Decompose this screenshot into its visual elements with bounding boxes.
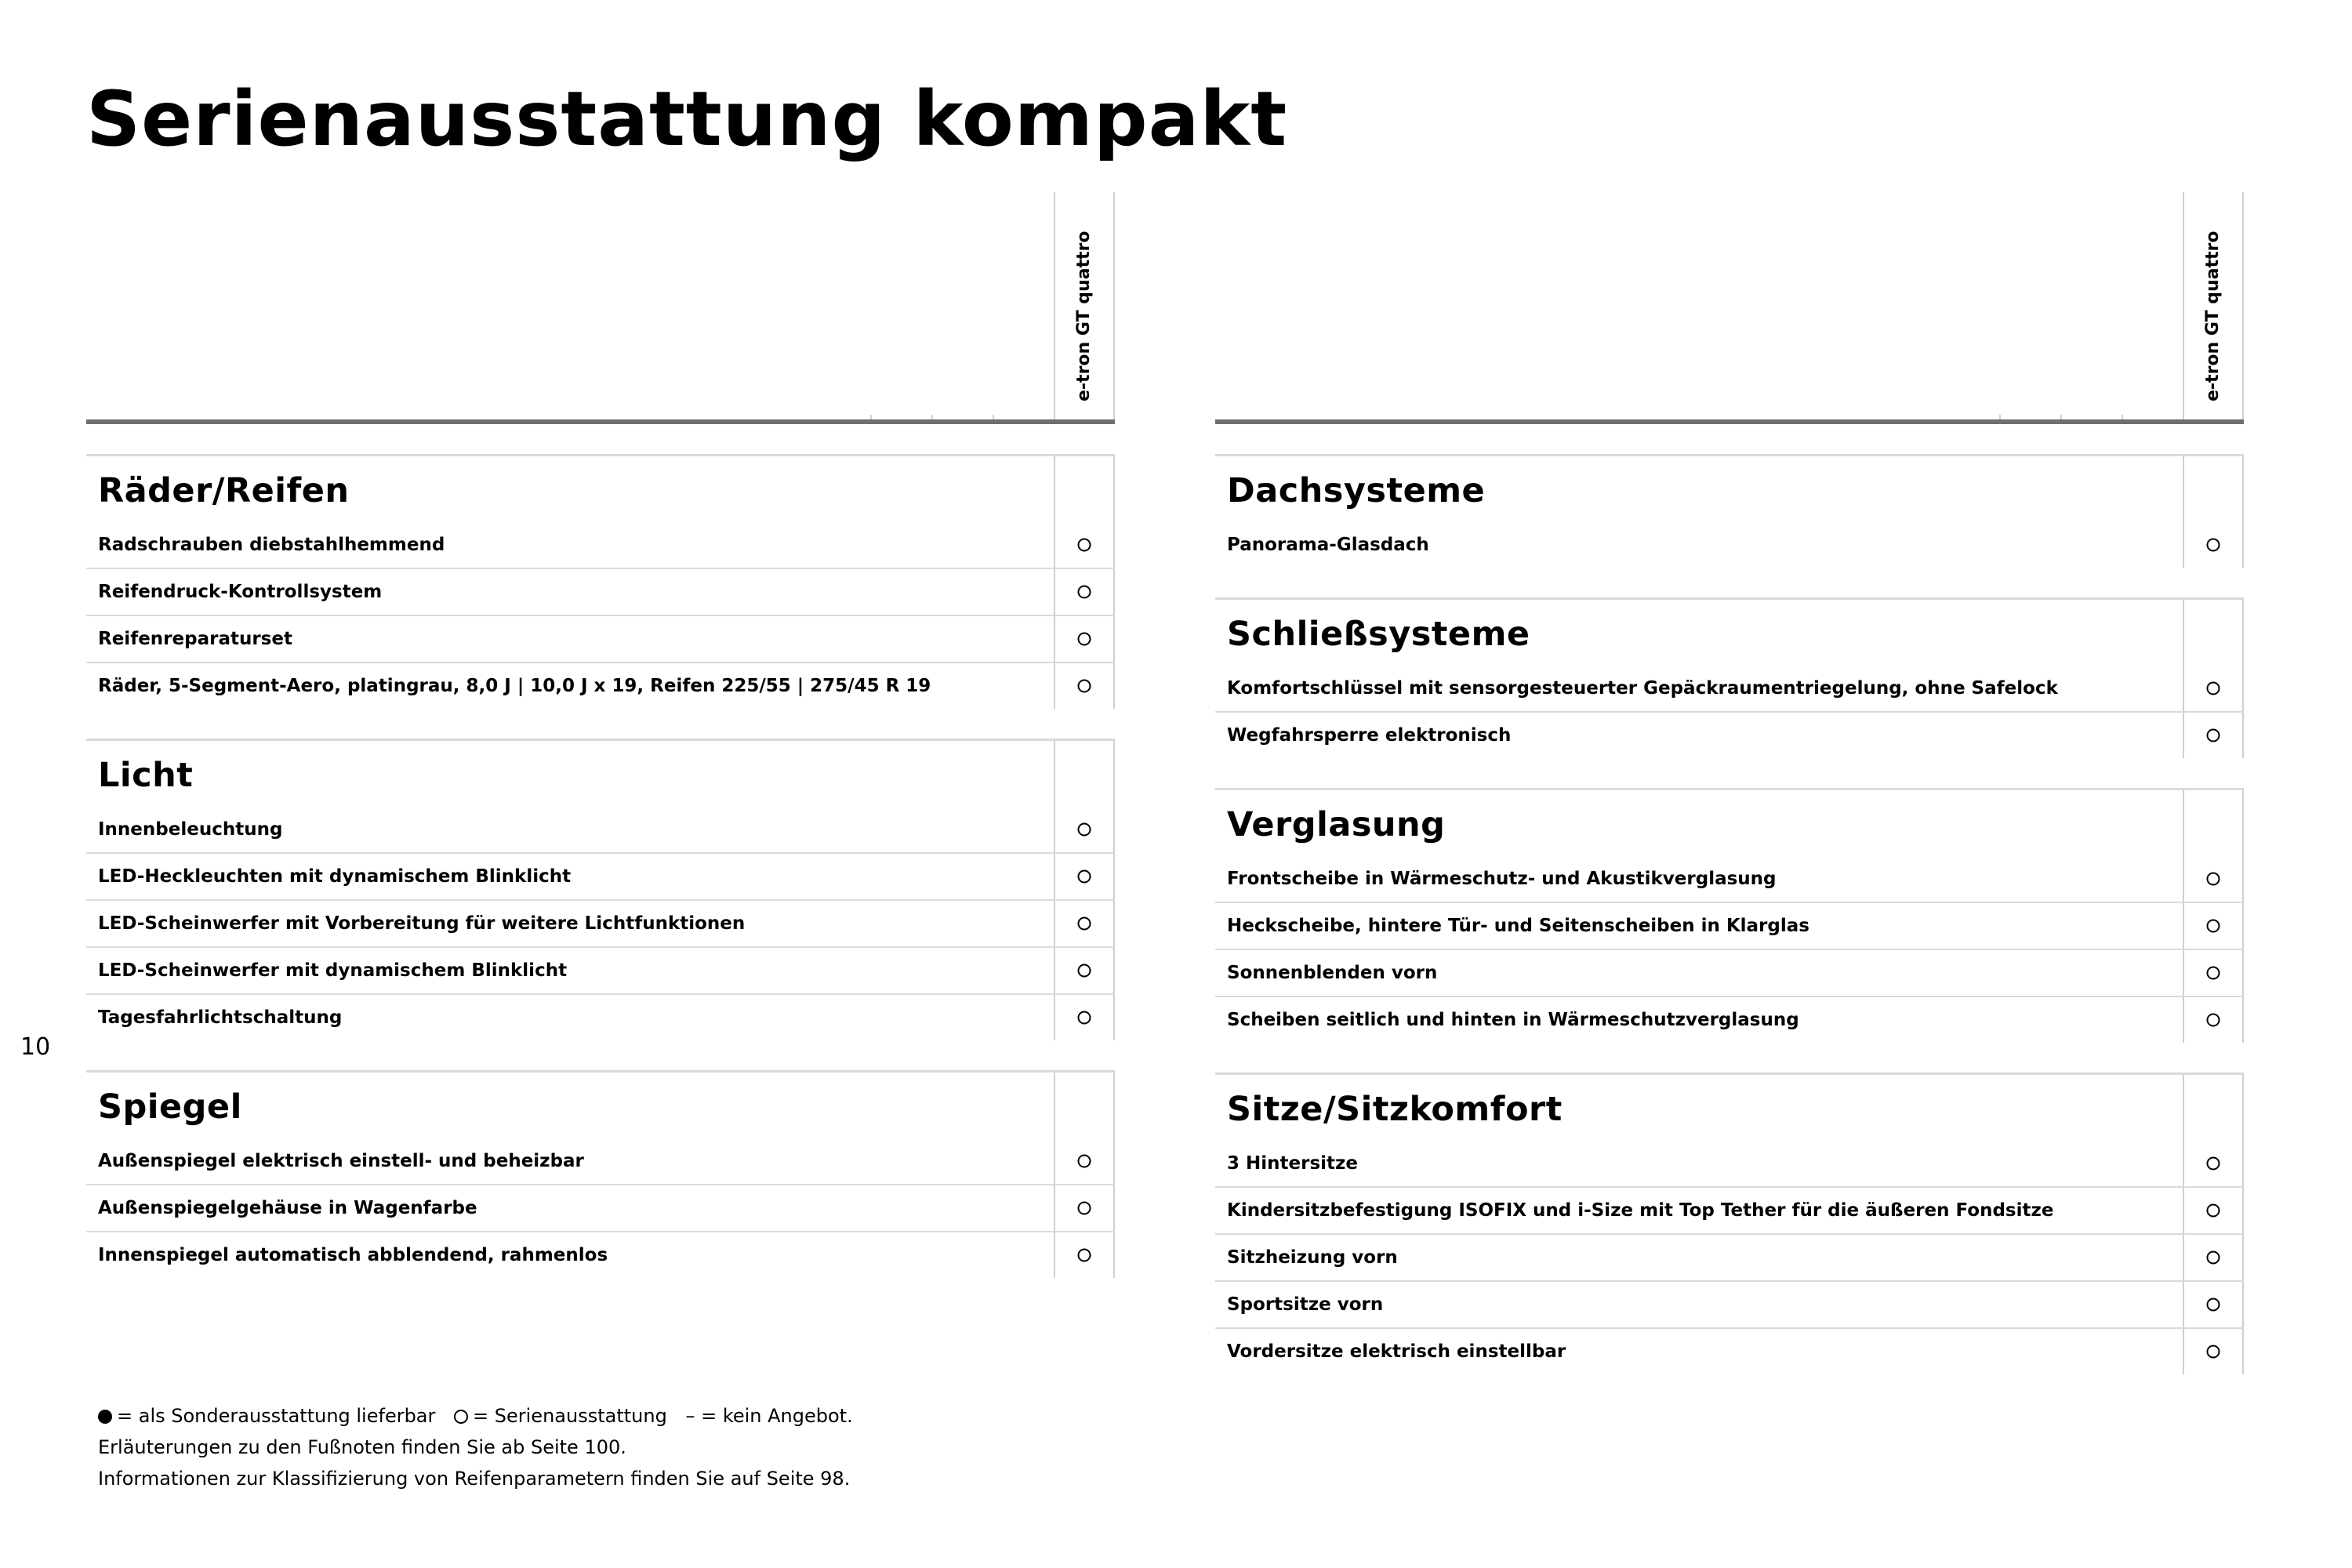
table-row	[86, 807, 1115, 852]
equipment-label: Sonnenblenden vorn	[1227, 963, 1438, 983]
section-raeder-reifen	[86, 454, 1115, 709]
header-divider	[931, 415, 933, 419]
mark-cell	[1054, 995, 1115, 1040]
table-row	[1215, 1327, 2244, 1374]
mark-cell	[2183, 1282, 2244, 1327]
equipment-label: Innenbeleuchtung	[98, 819, 283, 840]
standard-equipment-circle-icon	[2207, 1251, 2220, 1265]
section-dachsysteme	[1215, 454, 2244, 568]
table-row	[1215, 711, 2244, 758]
table-row	[86, 1231, 1115, 1278]
legend-footnotes: Erläuterungen zu den Fußnoten finden Sie ab Seite 100.	[98, 1436, 626, 1458]
right-equipment-table	[1215, 192, 2244, 1374]
section-spiegel	[86, 1070, 1115, 1278]
table-header	[1215, 192, 2244, 424]
mark-cell	[2183, 1188, 2244, 1233]
equipment-label: Reifenreparaturset	[98, 629, 292, 649]
table-row	[86, 522, 1115, 568]
section-title: Schließsysteme	[1227, 615, 1530, 654]
equipment-label: Sportsitze vorn	[1227, 1294, 1384, 1315]
equipment-label: Räder, 5-Segment-Aero, platingrau, 8,0 J | 10,0 J x 19, Reifen 225/55 | 275/45 R 19	[98, 676, 931, 696]
section-title: Licht	[98, 756, 194, 795]
section-header	[86, 456, 1115, 522]
standard-equipment-circle-icon	[1078, 823, 1091, 837]
standard-equipment-circle-icon	[1078, 917, 1091, 931]
header-divider	[2122, 415, 2123, 419]
standard-equipment-circle-icon	[1078, 1202, 1091, 1215]
mark-cell	[2183, 713, 2244, 758]
table-row	[1215, 1280, 2244, 1327]
filled-circle-icon	[98, 1410, 112, 1424]
mark-cell	[2183, 456, 2244, 522]
mark-cell	[1054, 948, 1115, 993]
section-header	[1215, 1075, 2244, 1141]
section-header	[1215, 790, 2244, 856]
mark-cell	[1054, 1073, 1115, 1138]
open-circle-icon	[454, 1410, 468, 1424]
table-row	[86, 1184, 1115, 1231]
standard-equipment-circle-icon	[2207, 1204, 2220, 1218]
mark-cell	[1054, 616, 1115, 662]
table-row	[1215, 666, 2244, 711]
mark-cell	[1054, 741, 1115, 807]
legend-none: – = kein Angebot.	[685, 1405, 853, 1427]
legend-standard: = Serienausstattung	[473, 1405, 667, 1427]
standard-equipment-circle-icon	[1078, 1155, 1091, 1168]
equipment-label: LED-Scheinwerfer mit dynamischem Blinklicht	[98, 960, 568, 981]
standard-equipment-circle-icon	[1078, 964, 1091, 978]
legend-key	[98, 1400, 853, 1432]
table-row	[86, 852, 1115, 899]
standard-equipment-circle-icon	[1078, 870, 1091, 884]
equipment-label: Reifendruck-Kontrollsystem	[98, 582, 383, 602]
standard-equipment-circle-icon	[2207, 1014, 2220, 1027]
section-header	[86, 1073, 1115, 1138]
mark-cell	[2183, 856, 2244, 902]
mark-cell	[2183, 1329, 2244, 1374]
section-header	[1215, 456, 2244, 522]
mark-cell	[1054, 456, 1115, 522]
mark-cell	[2183, 522, 2244, 568]
mark-cell	[1054, 854, 1115, 899]
equipment-label: Tagesfahrlichtschaltung	[98, 1007, 343, 1028]
mark-cell	[2183, 666, 2244, 711]
table-row	[86, 946, 1115, 993]
equipment-label: Außenspiegelgehäuse in Wagenfarbe	[98, 1198, 477, 1218]
header-divider	[2060, 415, 2062, 419]
mark-cell	[2183, 903, 2244, 949]
legend-tyres: Informationen zur Klassifizierung von Reifenparametern finden Sie auf Seite 98.	[98, 1468, 851, 1490]
table-row	[86, 662, 1115, 709]
section-schliesssysteme	[1215, 597, 2244, 758]
section-title: Sitze/Sitzkomfort	[1227, 1090, 1563, 1129]
header-divider	[993, 415, 994, 419]
standard-equipment-circle-icon	[2207, 967, 2220, 980]
standard-equipment-circle-icon	[1078, 1011, 1091, 1025]
equipment-label: Sitzheizung vorn	[1227, 1247, 1398, 1268]
mark-cell	[2183, 600, 2244, 666]
table-row	[86, 568, 1115, 615]
equipment-label: Heckscheibe, hintere Tür- und Seitenscheiben in Klarglas	[1227, 916, 1809, 936]
section-title: Spiegel	[98, 1087, 242, 1127]
header-divider	[870, 415, 872, 419]
table-row	[86, 899, 1115, 946]
equipment-label: LED-Heckleuchten mit dynamischem Blinklicht	[98, 866, 572, 887]
model-column-label: e-tron GT quattro	[1074, 230, 1094, 401]
table-row	[1215, 996, 2244, 1043]
section-title: Räder/Reifen	[98, 471, 350, 510]
mark-cell	[2183, 997, 2244, 1043]
model-column-header	[1054, 192, 1115, 419]
section-sitze-sitzkomfort	[1215, 1073, 2244, 1374]
table-row	[86, 993, 1115, 1040]
section-header	[1215, 600, 2244, 666]
standard-equipment-circle-icon	[1078, 680, 1091, 693]
table-row	[1215, 902, 2244, 949]
page-title: Serienausstattung kompakt	[86, 75, 1288, 163]
mark-cell	[1054, 1138, 1115, 1184]
standard-equipment-circle-icon	[1078, 1249, 1091, 1262]
table-header	[86, 192, 1115, 424]
equipment-label: Komfortschlüssel mit sensorgesteuerter Gepäckraumentriegelung, ohne Safelock	[1227, 678, 2058, 699]
equipment-label: Vordersitze elektrisch einstellbar	[1227, 1341, 1566, 1362]
mark-cell	[1054, 807, 1115, 852]
mark-cell	[2183, 1141, 2244, 1186]
mark-cell	[2183, 1235, 2244, 1280]
mark-cell	[1054, 569, 1115, 615]
mark-cell	[1054, 1232, 1115, 1278]
section-verglasung	[1215, 788, 2244, 1043]
model-column-label: e-tron GT quattro	[2203, 230, 2223, 401]
standard-equipment-circle-icon	[2207, 1298, 2220, 1312]
page-number: 10	[20, 1033, 51, 1061]
mark-cell	[1054, 901, 1115, 946]
standard-equipment-circle-icon	[1078, 633, 1091, 646]
table-row	[86, 1138, 1115, 1184]
table-row	[1215, 949, 2244, 996]
standard-equipment-circle-icon	[1078, 586, 1091, 599]
equipment-label: Außenspiegel elektrisch einstell- und beheizbar	[98, 1151, 584, 1171]
standard-equipment-circle-icon	[2207, 729, 2220, 742]
standard-equipment-circle-icon	[2207, 539, 2220, 552]
mark-cell	[1054, 1185, 1115, 1231]
table-row	[86, 615, 1115, 662]
equipment-label: Radschrauben diebstahlhemmend	[98, 535, 445, 555]
left-sections	[86, 454, 1115, 1278]
table-row	[1215, 1186, 2244, 1233]
equipment-label: Scheiben seitlich und hinten in Wärmeschutzverglasung	[1227, 1010, 1799, 1030]
left-equipment-table	[86, 192, 1115, 1278]
mark-cell	[2183, 790, 2244, 856]
mark-cell	[1054, 663, 1115, 709]
equipment-label: Wegfahrsperre elektronisch	[1227, 725, 1512, 746]
legend	[98, 1400, 853, 1494]
table-row	[1215, 1141, 2244, 1186]
equipment-label: 3 Hintersitze	[1227, 1153, 1359, 1174]
standard-equipment-circle-icon	[2207, 873, 2220, 886]
legend-optional: = als Sonderausstattung lieferbar	[117, 1405, 436, 1427]
table-row	[1215, 522, 2244, 568]
header-divider	[1999, 415, 2001, 419]
model-column-header	[2183, 192, 2244, 419]
section-title: Dachsysteme	[1227, 471, 1486, 510]
section-licht	[86, 739, 1115, 1040]
standard-equipment-circle-icon	[2207, 1157, 2220, 1171]
equipment-label: Frontscheibe in Wärmeschutz- und Akustikverglasung	[1227, 869, 1777, 889]
section-header	[86, 741, 1115, 807]
right-sections	[1215, 454, 2244, 1374]
standard-equipment-circle-icon	[2207, 920, 2220, 933]
standard-equipment-circle-icon	[2207, 1345, 2220, 1359]
mark-cell	[1054, 522, 1115, 568]
mark-cell	[2183, 950, 2244, 996]
standard-equipment-circle-icon	[1078, 539, 1091, 552]
equipment-label: Panorama-Glasdach	[1227, 535, 1429, 555]
table-row	[1215, 856, 2244, 902]
equipment-label: LED-Scheinwerfer mit Vorbereitung für weitere Lichtfunktionen	[98, 913, 746, 934]
equipment-label: Kindersitzbefestigung ISOFIX und i-Size mit Top Tether für die äußeren Fondsitze	[1227, 1200, 2054, 1221]
standard-equipment-circle-icon	[2207, 682, 2220, 695]
table-row	[1215, 1233, 2244, 1280]
section-title: Verglasung	[1227, 805, 1446, 844]
mark-cell	[2183, 1075, 2244, 1141]
equipment-label: Innenspiegel automatisch abblendend, rahmenlos	[98, 1245, 608, 1265]
